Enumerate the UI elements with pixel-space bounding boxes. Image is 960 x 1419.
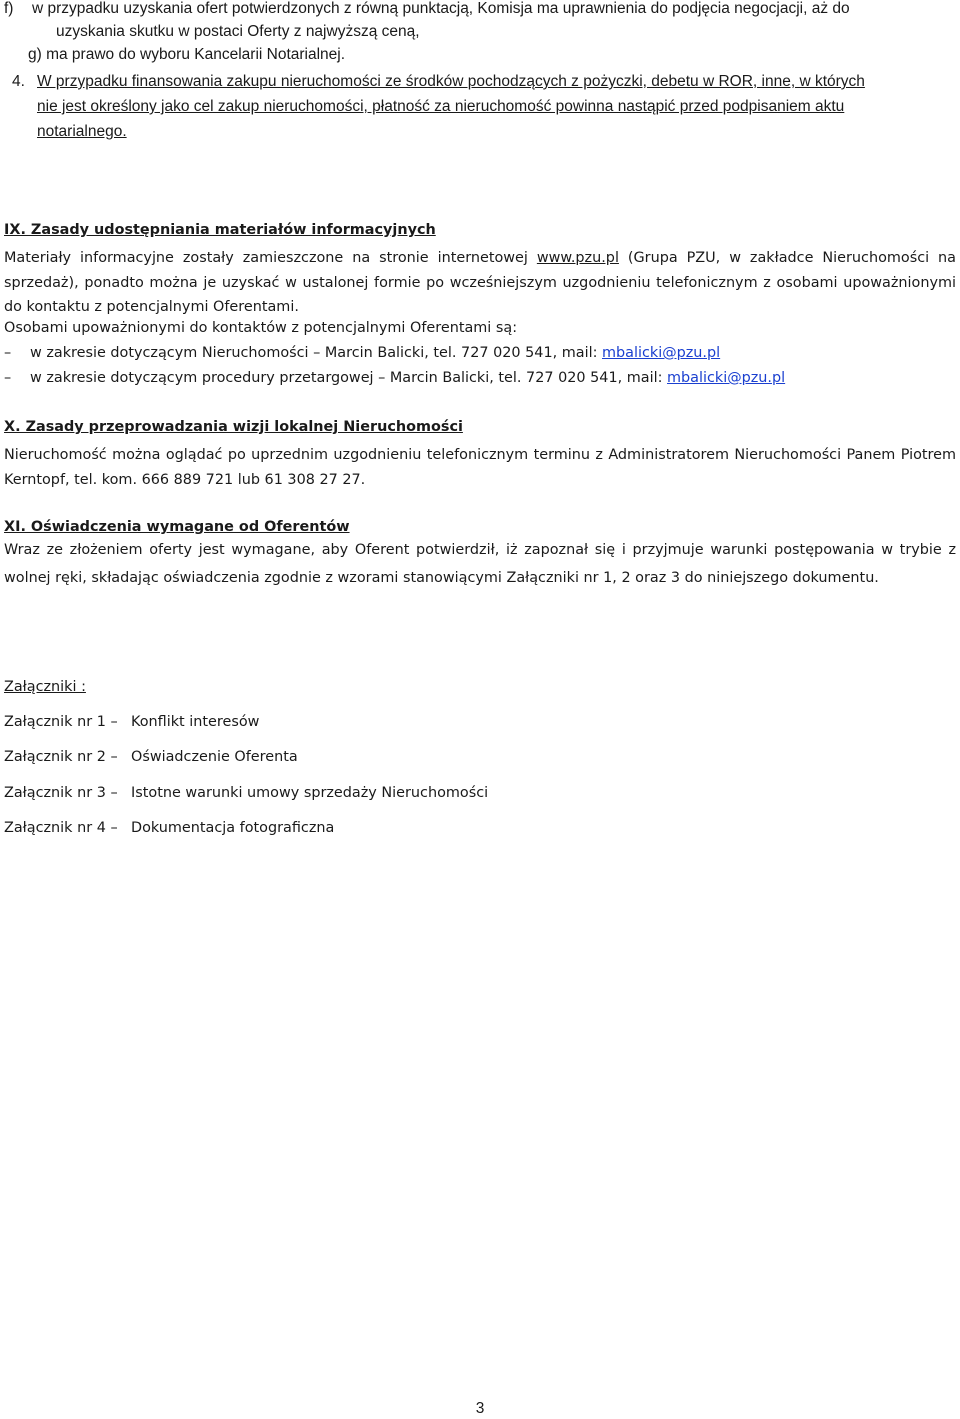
- list-item-text-cont: uzyskania skutku w postaci Oferty z najwyższą ceną,: [56, 23, 420, 40]
- list-item-4-line3: notarialnego.: [37, 123, 127, 140]
- attachment-title: Istotne warunki umowy sprzedaży Nieruchomości: [131, 785, 489, 801]
- attachment-title: Dokumentacja fotograficzna: [131, 820, 335, 836]
- attachment-number: Załącznik nr 1 –: [4, 714, 118, 730]
- contact-text: w zakresie dotyczącym Nieruchomości – Marcin Balicki, tel. 727 020 541, mail:: [30, 345, 603, 361]
- list-marker: 4.: [12, 73, 25, 90]
- attachment-number: Załącznik nr 4 –: [4, 820, 118, 836]
- list-item-f: [4, 0, 850, 18]
- attachment-title: Oświadczenie Oferenta: [131, 749, 298, 765]
- list-item-g: g) ma prawo do wyboru Kancelarii Notarialnej.: [28, 46, 346, 63]
- section-xi-line2: wolnej ręki, składając oświadczenia zgodnie z wzorami stanowiącymi Załączniki nr 1, 2 oraz 3 do niniejszego dokumentu.: [4, 570, 879, 586]
- attachment-item: [4, 749, 298, 765]
- pzu-website-link[interactable]: www.pzu.pl: [536, 250, 619, 266]
- section-x-heading: X. Zasady przeprowadzania wizji lokalnej Nieruchomości: [4, 419, 463, 435]
- section-ix-text: Materiały informacyjne zostały zamieszczone na stronie internetowej: [4, 250, 537, 266]
- section-xi-line1: Wraz ze złożeniem oferty jest wymagane, aby Oferent potwierdził, iż zapoznał się i przyjmuje warunki postępowania w trybie z: [4, 542, 956, 558]
- contacts-intro: Osobami upoważnionymi do kontaktów z potencjalnymi Oferentami są:: [4, 320, 518, 336]
- attachment-item: [4, 714, 259, 730]
- contact-text: w zakresie dotyczącym procedury przetargowej – Marcin Balicki, tel. 727 020 541, mail:: [30, 370, 668, 386]
- attachment-number: Załącznik nr 2 –: [4, 749, 118, 765]
- list-marker: f): [4, 0, 14, 17]
- section-ix-paragraph: [4, 246, 956, 320]
- email-link[interactable]: mbalicki@pzu.pl: [667, 370, 786, 386]
- contact-item: [4, 370, 785, 386]
- attachments-heading: Załączniki :: [4, 679, 86, 695]
- section-ix-text-cont: (Grupa PZU, w zakładce Nieruchomości na sprzedaż), ponadto można je uzyskać w ustalonej formie po wcześniejszym uzgodnieniu telefonicznym z osobami upoważnionymi do kontaktu z potencjalnymi Oferentami.: [4, 250, 956, 315]
- dash-bullet: –: [4, 370, 12, 386]
- list-item-4-line2: nie jest określony jako cel zakup nieruchomości, płatność za nieruchomość powinna nastąpić przed podpisaniem aktu: [37, 98, 845, 115]
- section-x-paragraph: Nieruchomość można oglądać po uprzednim uzgodnieniu telefonicznym terminu z Administratorem Nieruchomości Panem Piotrem Kerntopf, tel. kom. 666 889 721 lub 61 308 27 27.: [4, 447, 956, 488]
- contact-item: [4, 345, 720, 361]
- attachment-number: Załącznik nr 3 –: [4, 785, 118, 801]
- email-link[interactable]: mbalicki@pzu.pl: [602, 345, 721, 361]
- section-ix-heading: IX. Zasady udostępniania materiałów informacyjnych: [4, 222, 436, 238]
- attachment-item: [4, 785, 488, 801]
- list-item-4-line1: W przypadku finansowania zakupu nieruchomości ze środków pochodzących z pożyczki, debetu w ROR, inne, w których: [37, 73, 865, 90]
- attachment-title: Konflikt interesów: [131, 714, 260, 730]
- section-xi-heading: XI. Oświadczenia wymagane od Oferentów: [4, 519, 350, 535]
- page-number: 3: [475, 1400, 485, 1417]
- dash-bullet: –: [4, 345, 12, 361]
- attachment-item: [4, 820, 334, 836]
- list-item-text: w przypadku uzyskania ofert potwierdzonych z równą punktacją, Komisja ma uprawnienia do podjęcia negocjacji, aż do: [32, 0, 850, 17]
